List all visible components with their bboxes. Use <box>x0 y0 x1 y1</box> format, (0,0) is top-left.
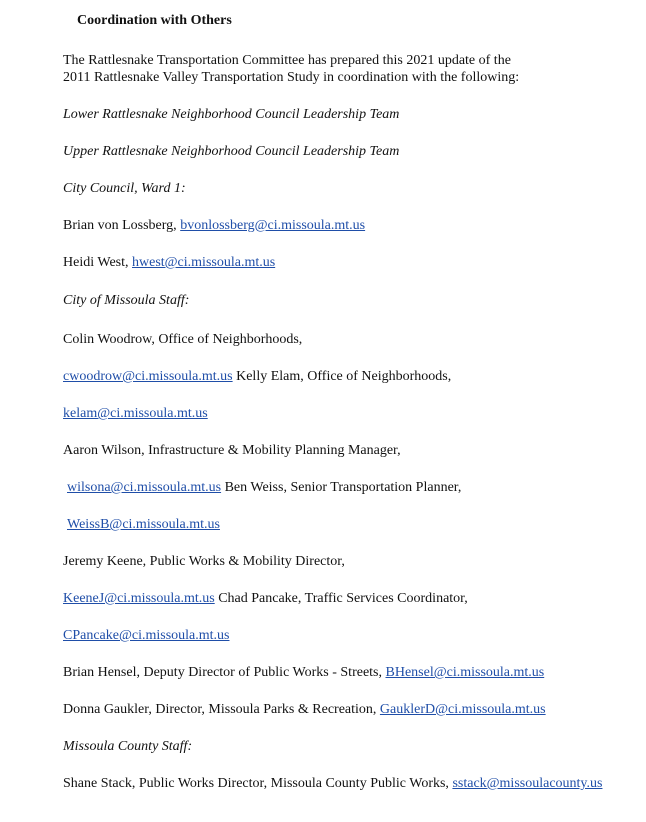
contact-brian-von-lossberg <box>63 218 365 234</box>
contact-colin-woodrow: Colin Woodrow, Office of Neighborhoods, <box>63 332 303 347</box>
contact-heidi-west <box>63 255 275 271</box>
contact-name: Chad Pancake, Traffic Services Coordinator, <box>214 591 468 606</box>
contact-kelly-elam <box>63 369 451 385</box>
email-link[interactable]: cwoodrow@ci.missoula.mt.us <box>63 369 233 384</box>
contact-ben-weiss <box>63 480 461 496</box>
contact-name: Heidi West, <box>63 255 132 270</box>
email-link[interactable]: wilsona@ci.missoula.mt.us <box>67 480 222 495</box>
contact-jeremy-keene: Jeremy Keene, Public Works & Mobility Director, <box>63 554 345 569</box>
contact-kelly-elam-email <box>63 406 208 422</box>
intro-line-2: 2011 Rattlesnake Valley Transportation Study in coordination with the following: <box>63 70 520 85</box>
contact-name: Ben Weiss, Senior Transportation Planner, <box>221 480 462 495</box>
email-link[interactable]: hwest@ci.missoula.mt.us <box>132 255 276 270</box>
email-link[interactable]: GauklerD@ci.missoula.mt.us <box>379 702 546 717</box>
contact-aaron-wilson: Aaron Wilson, Infrastructure & Mobility Planning Manager, <box>63 443 401 458</box>
contact-chad-pancake-email <box>63 628 229 644</box>
contact-brian-hensel <box>63 665 544 681</box>
group-city-staff: City of Missoula Staff: <box>63 293 190 308</box>
group-city-council: City Council, Ward 1: <box>63 181 186 196</box>
email-link[interactable]: bvonlossberg@ci.missoula.mt.us <box>180 218 366 233</box>
email-link[interactable]: BHensel@ci.missoula.mt.us <box>385 665 545 680</box>
contact-ben-weiss-email <box>63 517 220 533</box>
contact-chad-pancake <box>63 591 468 607</box>
contact-shane-stack <box>63 776 602 792</box>
contact-name: Brian Hensel, Deputy Director of Public Works - Streets, <box>63 665 386 680</box>
contact-donna-gaukler <box>63 702 546 718</box>
contact-name: Brian von Lossberg, <box>63 218 181 233</box>
email-link[interactable]: KeeneJ@ci.missoula.mt.us <box>63 591 215 606</box>
email-link[interactable]: sstack@missoulacounty.us <box>452 776 603 791</box>
group-lower-rattlesnake: Lower Rattlesnake Neighborhood Council Leadership Team <box>63 107 400 122</box>
intro-line-1: The Rattlesnake Transportation Committee has prepared this 2021 update of the <box>63 53 511 68</box>
email-link[interactable]: CPancake@ci.missoula.mt.us <box>63 628 230 643</box>
group-county-staff: Missoula County Staff: <box>63 739 193 754</box>
contact-name: Kelly Elam, Office of Neighborhoods, <box>232 369 452 384</box>
section-heading: Coordination with Others <box>77 13 232 28</box>
group-upper-rattlesnake: Upper Rattlesnake Neighborhood Council Leadership Team <box>63 144 400 159</box>
contact-name: Shane Stack, Public Works Director, Missoula County Public Works, <box>63 776 453 791</box>
email-link[interactable]: kelam@ci.missoula.mt.us <box>63 406 208 421</box>
email-link[interactable]: WeissB@ci.missoula.mt.us <box>67 517 220 532</box>
contact-name: Donna Gaukler, Director, Missoula Parks & Recreation, <box>63 702 380 717</box>
